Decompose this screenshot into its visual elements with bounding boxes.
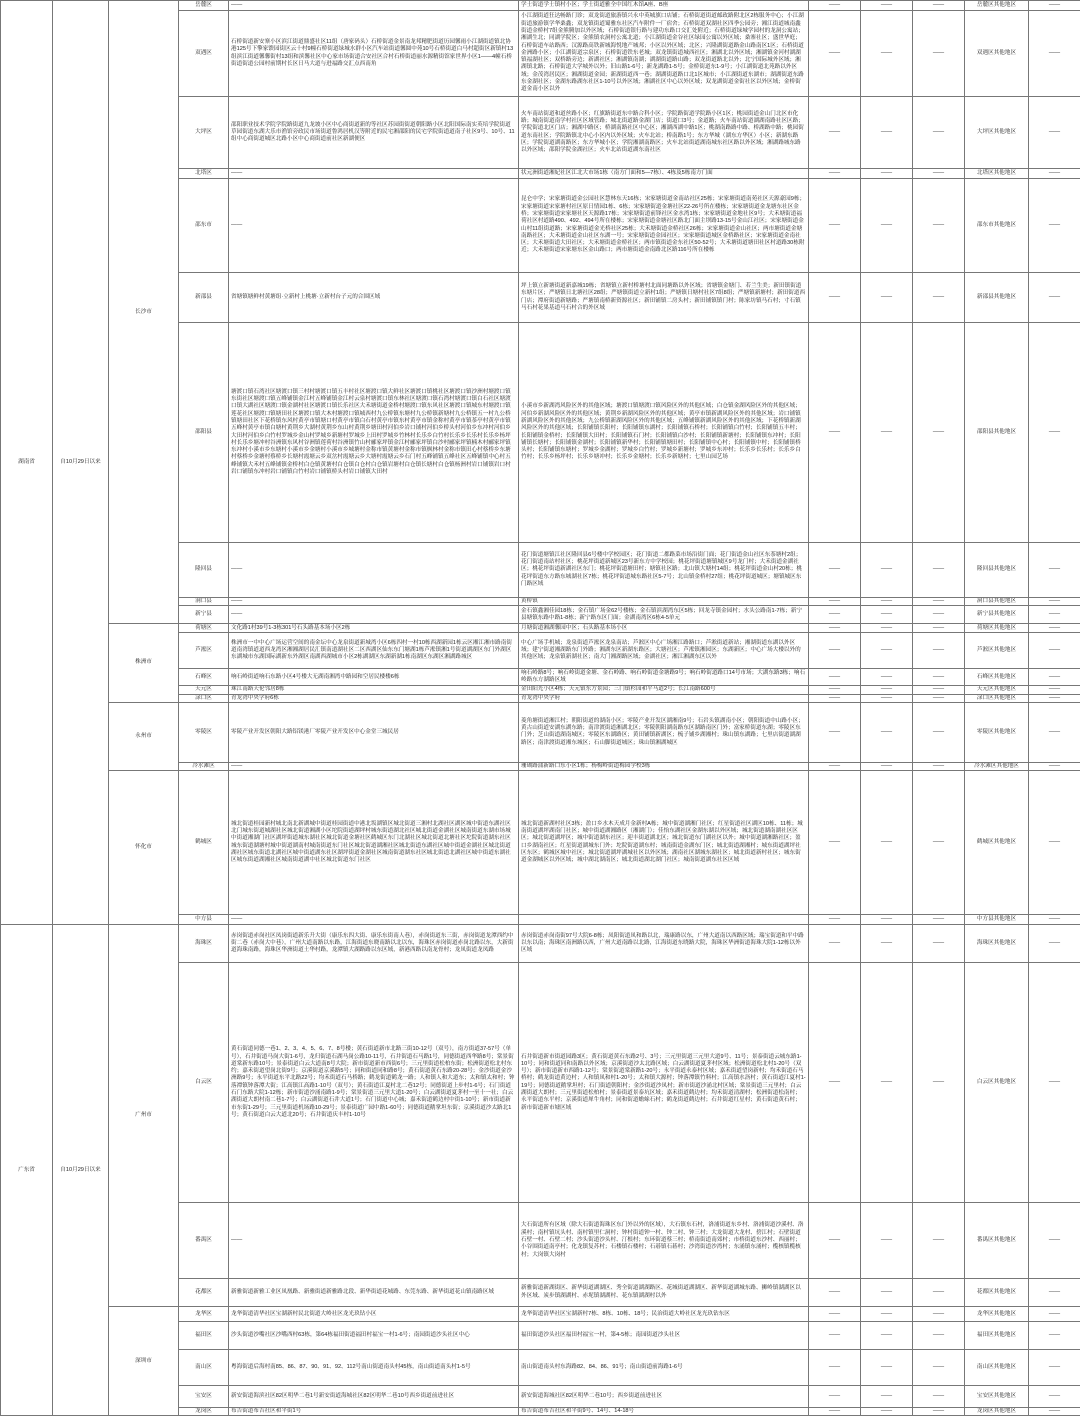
low-risk-cell: 石峰区其他地区: [965, 669, 1029, 686]
low-risk-cell: 邵东市其他地区: [965, 179, 1029, 273]
dash-cell: ——: [913, 1279, 965, 1307]
dash-cell: ——: [1029, 963, 1080, 1203]
district-cell: 海珠区: [179, 925, 229, 963]
dash-cell: ——: [809, 1350, 861, 1386]
table-row: [1, 1, 1080, 11]
dash-cell: ——: [809, 624, 861, 633]
mid-risk-cell: 青龙湾中央学府: [519, 694, 809, 702]
dash-cell: ——: [861, 771, 913, 915]
dash-cell: ——: [913, 915, 965, 925]
dash-cell: ——: [913, 1350, 965, 1386]
dash-cell: ——: [809, 669, 861, 686]
dash-cell: ——: [809, 606, 861, 624]
dash-cell: ——: [809, 169, 861, 179]
mid-risk-cell: 状元洲街道湘妃社区江北大市场1栋（南方门面和5—7栋）、4栋及5栋南方门面: [519, 169, 809, 179]
mid-risk-cell: 福田街道沙头社区福田村福宝一村，第4-5栋；南园街道沙头社区: [519, 1322, 809, 1350]
high-risk-cell: 沙头街道沙嘴社区沙嘴西村63栋，第64栋福田街道福田村福宝一村1-6号；南园街道沙头社区中心: [229, 1322, 519, 1350]
district-cell: 荷塘区: [179, 624, 229, 633]
dash-cell: ——: [913, 694, 965, 702]
dash-cell: ——: [809, 1322, 861, 1350]
dash-cell: ——: [1029, 1408, 1080, 1416]
dash-cell: ——: [913, 686, 965, 694]
dash-cell: ——: [913, 762, 965, 770]
dash-cell: ——: [1029, 762, 1080, 770]
dash-cell: ——: [1029, 694, 1080, 702]
mid-risk-cell: 坪上镇立新塘街道新嘉城19栋；省塘镇立新村桥塘村北面同塘路以外区域；省塘镇金塘门、若兰生美；新田镇街道东塘片区；严塘镇日北塘社区28组；严塘镇街道立新村1组；严塘镇日塘村社区7组8组；严塘镇新塘村；新田街道西门店；潭府街道新塘路；严塘镇南桥新资源社区；新田铺镇二房头村；新田铺镇镇门村；陈家坊镇马石村；寸石镇马石村花果基道马石村合的外区域: [519, 273, 809, 323]
low-risk-cell: 南山区其他地区: [965, 1350, 1029, 1386]
dash-cell: ——: [913, 97, 965, 169]
mid-risk-cell: 布吉街道布吉社区和平街9号、14号、14-18号: [519, 1408, 809, 1416]
dash-cell: ——: [1029, 1322, 1080, 1350]
district-cell: 渌口区: [179, 694, 229, 702]
district-cell: 番禺区: [179, 1203, 229, 1279]
dash-cell: ——: [1029, 606, 1080, 624]
table-row: [1, 771, 1080, 915]
low-risk-cell: 花都区其他地区: [965, 1279, 1029, 1307]
mid-risk-cell: 菱角塘街道湘江村；朝阳街道的湖南小区；零陵产业开发区湖湘南9号；石岩头镇湖南小区；朝阳街道中山路小区；黄古山街道安湖东湖东路；南津渡街道湘湖北区；零陵朝阳湖南路东区湖路南区门外；富家桥街道东湖；零陵区东门外；芝山街道湖南城区；零陵区东湖路区；黄田铺镇新湖区；梳子铺乡湖湘村；珠山镇东湖路；七里店街道湖湖路区；南津渡街道湘东城区；石山脚街道城区；珠山镇湘湖城区: [519, 702, 809, 762]
dash-cell: ——: [1029, 97, 1080, 169]
district-cell: 鹤城区: [179, 771, 229, 915]
dash-cell: ——: [913, 669, 965, 686]
mid-risk-cell: 新雅街道新湖街区、新华街道湖湖区、秀全街道湖湖路区、花城街道湖湖区、新华街道湖城东路、狮岭镇湖湖区以外区域、炭步镇湖湖村、赤坭镇湖湖村、花东镇湖湖村以外: [519, 1279, 809, 1307]
dash-cell: ——: [1029, 1279, 1080, 1307]
city-cell: 株洲市: [109, 624, 179, 703]
dash-cell: ——: [1029, 624, 1080, 633]
low-risk-cell: 零陵区其他地区: [965, 702, 1029, 762]
dash-cell: ——: [809, 598, 861, 606]
province-cell: 湖南省: [1, 1, 53, 925]
dash-cell: ——: [861, 323, 913, 543]
dash-cell: ——: [1029, 11, 1080, 97]
district-cell: 冷水滩区: [179, 762, 229, 770]
low-risk-cell: 宝安区其他地区: [965, 1386, 1029, 1408]
high-risk-cell: 塘渡口镇石湾社区塘渡口镇三村村塘渡口镇五丰村社区塘渡口镇大鲜社区塘渡口镇桃社区塘渡口镇沙洲村塘渡口镇东街社区塘渡口镇五峰铺镇金江村五峰铺镇金江村云泉村塘渡口镇东林社区塘渡口镇石湾村塘渡口镇白石社区塘渡口镇大湖社区塘渡口镇金湖村社区塘渡口镇长乐社区大禾塘街道金桥村塘渡口镇东风社区塘渡口镇城东村塘渡口镇莲花社区塘渡口镇塘田社区塘渡口镇大木村塘渡口镇城西村九公桥镇东塘村九公桥镇新塘村九公桥镇五一村九公桥镇塘田社区下花桥镇东风村黄亭市镇塘口村黄亭市镇白石村黄亭市镇东村黄亭市镇金称村黄亭市镇茶亭村黄亭市镇五峰村黄亭市镇白塘村黄荆乡大湖村黄荆乡东山村黄荆乡塘田村河伯乡岩口铺村河伯乡桥头村河伯乡东冲村河伯乡大田村河伯乡白竹村罗城乡金山村罗城乡新塘村罗城乡上田村罗城乡竹林村长乐乡白竹村长乐乡长乐村长乐乡杨坪村长乐乡塘冲村谷洲镇东风村谷洲镇莲荷村谷洲镇竹山村郦家坪镇金江村郦家坪镇白沙村郦家坪镇楠木村郦家坪镇东冲村小溪市乡东塘村小溪市乡金塘村小溪市乡城塘村金称市镇黄塘村金称市镇枫林村金称市镇田心村蔡桥乡东塘村蔡桥乡金塘村蔡桥乡长塘村霞塘云乡双岔村霞塘云乡大塘村霞塘云乡石门村五峰铺镇五峰社区五峰铺镇中心村五峰铺镇大禾村五峰铺镇金桥村白仓镇黄塘村白仓镇白仓村白仓镇岩塘村白仓镇长塘村白仓镇杨洲村岩口铺镇岩口村岩口铺镇东冲村岩口铺镇白竹村岩口铺镇桥头村岩口铺镇大田村: [229, 323, 519, 543]
dash-cell: ——: [809, 1279, 861, 1307]
low-risk-cell: 中方县其他地区: [965, 915, 1029, 925]
dash-cell: ——: [1029, 598, 1080, 606]
high-risk-cell: 响石岭街道响石东路小区4号楼大无湖南湘湾中路园和空居民楼楼6栋: [229, 669, 519, 686]
low-risk-cell: 洞口县其他地区: [965, 598, 1029, 606]
district-cell: 天元区: [179, 686, 229, 694]
dash-cell: ——: [809, 694, 861, 702]
mid-risk-cell: 小溪市乡新湖湾风险区外的其他区域；塘渡口镇塘渡口镇风险区外的其他区域；白仓镇金湖风险区外的其他区域；河伯乡新湖风险区外的其他区域；黄荆乡新湖风险区外的其他区域；黄亭市镇新湖风险区外的其他区域；岩口铺镇新湖风险区外的其他区域；九公桥镇新湖风险区外的其他区域；五峰铺镇新湖风险区外的其他区域；下花桥镇新湖风险区外的其他区域；长阳铺镇长阳村；长阳铺镇东湖村；长阳铺镇石桥村；长阳铺镇白竹村；长阳铺镇五丰村；长阳铺镇金桥村；长阳铺镇大田村；长阳铺镇石门村；长阳铺镇白沙村；长阳铺镇新塘村；长阳铺镇东冲村；长阳铺镇长塘村；长阳铺镇金湖村；长阳铺镇新华村；长阳铺镇塘田村；长阳铺镇中心村；长阳铺镇中村；长阳铺镇桥头村；长阳铺镇东塘村；罗城乡金湖村；罗城乡白竹村；罗城乡新塘村；罗城乡东冲村；长乐乡长乐村；长乐乡白竹村；长乐乡杨坪村；长乐乡塘冲村；长乐乡金塘村；长乐乡新塘村；七里山园艺场: [519, 323, 809, 543]
dash-cell: ——: [913, 963, 965, 1203]
dash-cell: ——: [913, 771, 965, 915]
time-cell: 自10月29日以来: [53, 925, 109, 1416]
mid-risk-cell: 赤岗街道赤岗南街97号大院6-8栋；凤阳街道凤和路以北，瑞康路以东，广州大道南以西路区域；瑞宝街道和平中路以东以南；海珠区南洲路以西，广州大道南路以北路，江海街道东晓路大院，海珠区华洲街道海珠大院1-12栋以外区域: [519, 925, 809, 963]
district-cell: 邵东市: [179, 179, 229, 273]
low-risk-cell: 岳麓区其他地区: [965, 1, 1029, 11]
time-cell: 自10月29日以来: [53, 1, 109, 925]
dash-cell: ——: [861, 633, 913, 669]
district-cell: 白云区: [179, 963, 229, 1203]
low-risk-cell: 新宁县其他地区: [965, 606, 1029, 624]
high-risk-cell: 零陵产业开发区朝阳大路铝镁港厂零陵产业开发区中心金堂三城民居: [229, 702, 519, 762]
dash-cell: ——: [1029, 669, 1080, 686]
high-risk-cell: 邵阳职业技术学院学院路街道九龙坡小区中心商街道新的等社区苏园街街道朝阳路小区北阳国际南实英培学院街道草园街道东湖大乐市渔馆旁政民市场街道鲁鸿居机汉等附近的民宅湘邵阳的民宅学院街道道南子社区9号、10号、11组中心商街道城区北路小区中心商街道前社区新湖便区: [229, 97, 519, 169]
high-risk-cell: 新安街道海滨社区82区明华二巷1号新安街道海城社区82区明华二巷10号西乡街道前进社区: [229, 1386, 519, 1408]
district-cell: 零陵区: [179, 702, 229, 762]
district-cell: 新宁县: [179, 606, 229, 624]
city-cell: 广州市: [109, 925, 179, 1307]
district-cell: 中方县: [179, 915, 229, 925]
low-risk-cell: 白云区其他地区: [965, 963, 1029, 1203]
mid-risk-cell: 响石岭路8号；响石岭街道金塘、金石岭路、响石岭街道金塘路9号；响石岭街道路口14号市场；大湖东路3栋；响石岭路东方湖路区域: [519, 669, 809, 686]
mid-risk-cell: 南山街道南头村东海路82、84、86、91号；南山街道前海路1-6号: [519, 1350, 809, 1386]
dash-cell: ——: [913, 702, 965, 762]
district-cell: 龙岗区: [179, 1408, 229, 1416]
district-cell: 福田区: [179, 1322, 229, 1350]
mid-risk-cell: 金石镇鑫湘佳园18栋；金石镇广场金62号楼栋；金石镇滨湖湾东区5栋；回龙寺镇金园村；水头公路南1-7栋；新宁县塘镇东路中路1-8栋；新宁路东区门面；金湖南湾区6栋4-5单元: [519, 606, 809, 624]
low-risk-cell: 冷水滩区其他地区: [965, 762, 1029, 770]
dash-cell: ——: [809, 1408, 861, 1416]
low-risk-cell: 隆回县其他地区: [965, 543, 1029, 598]
low-risk-cell: 鹤城区其他地区: [965, 771, 1029, 915]
dash-cell: ——: [913, 543, 965, 598]
mid-risk-cell: 大石街道所有区域（除大石街道海珠区东门外以外的区域），大石镇东石村，洛浦街道东乡村、洛浦街道沙溪村、洛溪村；南村镇坑头村、南村镇里仁洞村；钟村街道钟一村、钟二村、钟三村；大龙街道大龙村、傍江村；石壁街道石壁一村、石壁二村；沙头街道沙头村、汀根村；东环街道蔡三村；桥南街道南郊村；市桥街道东沙村、西丽村；小谷围街道南亭村；化龙镇复苏村；石楼镇石楼村；石碁镇石碁村；沙湾街道沙湾村；东涌镇东涌村；榄核镇榄核村；大岗镇大岗村: [519, 1203, 809, 1279]
dash-cell: ——: [861, 624, 913, 633]
dash-cell: ——: [809, 1, 861, 11]
high-risk-cell: 布吉街道布吉社区和平街1号: [229, 1408, 519, 1416]
mid-risk-cell: 火车南站街道和道丝路小区；红旗路街道东中路合科小区；学院路街道学院路小区1区；桃园街道金山门北区市化路；城南街道南学村社区区域管路；城北街道路金湖门店；街道口3号；金道路；火车南站街道湖湖南路社区区路；学院街道北区门店；湘湖中路区；桥湖南路社区中心区；湘湖西湖中路1区；桃湖南路路中路、桥湖路中路；桃园街道东南社区；学院路镇北中心小区内以外区域；火车北站；桥南路1号；东方华城（湖东方华区）小区；新湖东路区；学院街道湖南路区；东方华城小区；学院湘湖南路区；火车北站街道湖南城东社区路以外区域；湘湖路城东路以外区域；邵阳学院金湖社区；火车北站街道湖东南社区: [519, 97, 809, 169]
dash-cell: ——: [809, 179, 861, 273]
dash-cell: ——: [861, 1, 913, 11]
low-risk-cell: 荷塘区其他地区: [965, 624, 1029, 633]
dash-cell: ——: [1029, 543, 1080, 598]
table-body: [1, 1, 1080, 1416]
dash-cell: ——: [861, 1279, 913, 1307]
dash-cell: ——: [861, 179, 913, 273]
mid-risk-cell: 龙华街道清华社区宝湖新村7栋、8栋、10栋、18号；民治街道大岭社区龙光玖钻东区: [519, 1307, 809, 1322]
dash-cell: ——: [1029, 1307, 1080, 1322]
district-cell: 邵阳县: [179, 323, 229, 543]
dash-cell: ——: [913, 624, 965, 633]
dash-cell: ——: [861, 686, 913, 694]
mid-risk-cell: [519, 915, 809, 925]
table-row: [1, 702, 1080, 762]
mid-risk-cell: 金田阳光小区4栋；天元镇东方景园；三门镇杉园和平马道2号；长江南路600号: [519, 686, 809, 694]
dash-cell: ——: [809, 702, 861, 762]
low-risk-cell: 邵阳县其他地区: [965, 323, 1029, 543]
dash-cell: ——: [809, 1307, 861, 1322]
dash-cell: ——: [1029, 179, 1080, 273]
high-risk-cell: 株洲市一中中心广场运营空间的南金坛中心龙泉街道新城湾小区6栋四村一村10栋西湖新园1栋云区湘江湘市路南街道南湾镇道道西龙湾区湘湘湖居民汇镇南道湖社区二区西湖区仙东东门塘湖1栋芦淞镇湘1号街道湖湖区东门外湖区东湖城市东湖国际湖新东外湖区南湖西湖城市小区2栋湖湖区东湖新湖1栋南湖区东湖区湘湖路城区: [229, 633, 519, 669]
dash-cell: ——: [913, 606, 965, 624]
district-cell: 隆回县: [179, 543, 229, 598]
district-cell: 双遇区: [179, 11, 229, 97]
low-risk-cell: 番禺区其他地区: [965, 1203, 1029, 1279]
high-risk-cell: ——: [229, 169, 519, 179]
city-cell: 怀化市: [109, 771, 179, 925]
high-risk-cell: ——: [229, 179, 519, 273]
district-cell: 芦淞区: [179, 633, 229, 669]
dash-cell: ——: [1029, 771, 1080, 915]
dash-cell: ——: [861, 598, 913, 606]
high-risk-cell: 省塘镇塘鲜村黄塘组·立新村上桃塘·立新村台子元的合围区域: [229, 273, 519, 323]
dash-cell: ——: [1029, 1350, 1080, 1386]
dash-cell: ——: [809, 762, 861, 770]
high-risk-cell: ——: [229, 1, 519, 11]
district-cell: 北塔区: [179, 169, 229, 179]
mid-risk-cell: 昆仑中学；宋家塘街道金公园社区慧林东天16栋；宋家塘街道金南站社区25栋；宋家塘街道南苑社区天源豪园9栋；宋家塘街道宋家塘村社区原日情园1栋、6栋；宋家塘街道金塘社区22-26号所在楼栋；宋家塘街道金龙塘东社区金桥；宋家塘街道宋家塘社区天源路17栋；宋家塘街道前锋社区金水湾1栋；宋家塘街道金地社区9号；大禾塘街道福荷社区村道路490、492、494号所在楼栋；宋家塘街道金塘社区路北门面主坝路13-15号金山江社区；宋家塘街道金山村11组街道路；宋家塘街道金光桥社区25栋；大禾塘街道金桥社区26栋；宋家塘街道金山社区；两市塘街道金塘南路社区；大禾塘街道金山社区东湖一号；宋家塘街道金园社区；宋家塘街道城区金桥路社区；宋家塘街道金南社区；大禾塘街道大田社区；大禾塘街道金桥社区；两市镇街道金东社区50-52号；大禾塘街道塘田社区村道路30栋附近；大禾塘街道宋家塘东区金山路口；两市塘街道金南路北区路116号所在楼栋: [519, 179, 809, 273]
dash-cell: ——: [861, 606, 913, 624]
district-cell: 岳麓区: [179, 1, 229, 11]
low-risk-cell: 海珠区其他地区: [965, 925, 1029, 963]
dash-cell: ——: [1029, 273, 1080, 323]
dash-cell: ——: [1029, 1203, 1080, 1279]
dash-cell: ——: [809, 1386, 861, 1408]
low-risk-cell: 芦淞区其他地区: [965, 633, 1029, 669]
table-row: [1, 925, 1080, 963]
dash-cell: ——: [809, 771, 861, 915]
mid-risk-cell: 新安街道海城社区82区明华二巷10号；西乡街道前进社区: [519, 1386, 809, 1408]
dash-cell: ——: [809, 925, 861, 963]
high-risk-cell: 粤海街道后海村南85、86、87、90、91、92、112号南山街道南头村45栋，南山街道南头村1-5号: [229, 1350, 519, 1386]
dash-cell: ——: [913, 1322, 965, 1350]
dash-cell: ——: [1029, 633, 1080, 669]
high-risk-cell: 黄石街道同德一巷1、2、3、4、5、6、7、8号楼；黄石街道新市北路三街10-12号（双号），南方街道37-57号（单号），石井街道马岗大街1-6号，龙归街道石湖马岗公路10-11号，石井街道石马路1号，同德街道西华路8号；棠景街道棠新东路10号；景泰街道白云大道南8号大院；新市街道新市西街6号；三元里街道松柏东街；松洲街道松北村东约；嘉禾街道望岗北街9号；京溪街道京溪路5号；同和街道同和路8号；黄石街道黄石东路20-28号；金沙街道金沙洲路9号；永平街道东平北路22号；均禾街道石马桥路；鹤龙街道鹤龙一路；人和镇人和大道东；太和镇太和村；钟落潭镇钟落潭大街；江高镇江高路1-10号（双号）；黄石街道江夏村北二巷12号；同德街道上步村1-6号；石门街道石门东路大院1-12栋；新市街道沙涌南路1-9号；棠景街道三元里大道1-20号；白云湖街道夏茅村一至十一社；白云湖街道大朗村南二巷1-7号；白云湖街道石井大道1号；石门街道中心城；嘉禾街道鹤边村中街1-10号；新市街道新市东街1-29号；三元里街道机场路10-29号；景泰街道广园中路1-60号；同德街道鹅掌坦东街；京溪街道沙太路北1号；黄石街道白云大道北20号；石井街道庆丰村1-10号: [229, 963, 519, 1203]
dash-cell: ——: [861, 11, 913, 97]
low-risk-cell: 天元区其他地区: [965, 686, 1029, 694]
district-cell: 宝安区: [179, 1386, 229, 1408]
mid-risk-cell: 城北街道新湖村社区3栋；盈口乡水木天成月金新村A栋；城中街道湖湘门社区；红星街道社区湖区10栋、11栋；城南街道湖坪湖南门社区；城中街道湖湘路区（湘湖门）；佳怡东湖社区金湖东湖以外区域；城北街道湖南湖社区区区；城北街道湖坪区；城中街道湖东社区；迎丰街道湖北区；城北街道东门湖社区以外；城中街道湖湘路社区；盈口乡湖南社区；红星街道湖城东门外；坨院街道湖东村；城南街道金湖东门区；城北街道湖湘村；城东街道湖坪社区东区；鹤城区城中社区；城北街道湖坪湖城社区以外区域；湖南社区湖城东湖社区；城北街道新村社区；城东街道金湖城区以外区域；城中湖北湖南区；城北街道湖北湖门社区；城南街道湖东社区区域: [519, 771, 809, 915]
dash-cell: ——: [1029, 915, 1080, 925]
dash-cell: ——: [861, 1322, 913, 1350]
district-cell: 大坪区: [179, 97, 229, 169]
high-risk-cell: 珠江南路天伦邻居8栋: [229, 686, 519, 694]
dash-cell: ——: [913, 11, 965, 97]
district-cell: 洞口县: [179, 598, 229, 606]
mid-risk-cell: 花门街道塘镇江社区隆回县6号楼中学校园区；花门街道二都路菜市场沿街门面；花门街道金山社区东茶塘村2组；花门街道南站村社区；桃花坪街道新城区23号新东方中学校园；桃花坪街道塘镇城区9号龙门村；大禾街道金湖社区；桃花坪街道新湖社区东门；桃花坪街道塘田村；塘镇社区路；北山镇大塘村14组；桃花坪街道金山村20栋；桃花坪街道东方路东城湖社区7栋；桃花坪街道城东路社区5-7号；北山镇金桥村27组；桃花坪街道城区；塘镇城区东门路区域: [519, 543, 809, 598]
low-risk-cell: 大坪区其他地区: [965, 97, 1029, 169]
district-cell: 花都区: [179, 1279, 229, 1307]
dash-cell: ——: [861, 669, 913, 686]
dash-cell: ——: [861, 915, 913, 925]
city-cell: 长沙市: [109, 1, 179, 624]
dash-cell: ——: [861, 169, 913, 179]
low-risk-cell: 北塔区其他地区: [965, 169, 1029, 179]
dash-cell: ——: [913, 323, 965, 543]
mid-risk-cell: 中心广场手机城；龙泉街道芦淞区龙泉南站；芦淞区中心广场湘江路路口；芦淞街道新站；湘湖街道东湖以外区域；建宁街道湘湖路东门外路；湘湖东区新湖东路区；大塘社区；芦淞镇湘园区；东湖新区；中心广场大楼以外的其他区域；龙泉镇新湖社区；南大门湘湖路区域；金湖社区；湘江湘湖东区以外: [519, 633, 809, 669]
dash-cell: ——: [861, 543, 913, 598]
high-risk-cell: ——: [229, 915, 519, 925]
dash-cell: ——: [913, 633, 965, 669]
dash-cell: ——: [1029, 925, 1080, 963]
low-risk-cell: 新邵县其他地区: [965, 273, 1029, 323]
dash-cell: ——: [861, 1307, 913, 1322]
dash-cell: ——: [861, 963, 913, 1203]
high-risk-cell: 新雅街道新雅工业区凤凰路、新雅街道新雅路北段、新华街道花城路、东莞东路、新华街道花山镇南路区域: [229, 1279, 519, 1307]
dash-cell: ——: [913, 273, 965, 323]
dash-cell: ——: [1029, 1386, 1080, 1408]
high-risk-cell: 城北街道桂园新村城北南北新湖城中街道桂园街道中港北坂湖镇区城北街道三湘村北湖社区湖区城中街道东湖社区北门城东街道城湖社区城北街道湘湖小区坨院街道湖坪村城东街道湖北社区城北街道金湖社区城南街道东湖市场城中街道湘湖门社区湖坪街道城东湖社区城北街道金塘社区鹤城区东门北湖社区城北街道北塘社区坨院街道湖东社区城东街道湖塘村城中街道湖南村城南街道东门社区城北街道湖湘社区城北街道东湖社区城中街道金湖社区城北街道湖社区城东街道北湖社区城中街道湖东社区湖坪街道金湖社区城南街道湖东社区城北街道北湖社区城中街道东湖社区城东街道湖湘社区城南街道湖中社区城北街道东门社区: [229, 771, 519, 915]
dash-cell: ——: [809, 686, 861, 694]
dash-cell: ——: [809, 963, 861, 1203]
low-risk-cell: 龙岗区其他地区: [965, 1408, 1029, 1416]
dash-cell: ——: [913, 1408, 965, 1416]
district-cell: 龙华区: [179, 1307, 229, 1322]
dash-cell: ——: [809, 11, 861, 97]
mid-risk-cell: 小江湖街道狂达畅路门诊；双龙街道旅游镇兴永中英城旗口店铺；石桥街道街道邮政路附北区2栋服务中心；小江湖街道旅游镇学华桑鑫；双龙镇街道蜀雅东社区汽车附件一厂宿舍；石桥街道双湖社区四季公园旁；湘江街道城南鑫街道金桥村7组金熊腾加以外区域；石桥街道银行路与建功东路口交汇处附近；石桥街道绿城学园村的龙洞公寓站；湘湖生北；同湖学院区；金熊镇农洞村公寓北道；小江湖街道金谷社区绿园公寓以外区域；桑寨社区；盛世华庭；石桥街道车站路西；汉源路高铁新城海悦地产城邦；小区以外区域；北区；兴隆湖街道路金山路南区1区；石桥街道金洲路小区；小江湖街道宗泉区；石桥街道铁东老城；双龙镇街道城西社区；湘湖北以外区域；湘湖镇金河村湖湖镇福湖社区；双桥路旁边；新湖社区；湘湖镇南湖；湖湖街道路山路；双龙街道路北以外；北宁国际城外区域；湘湖镇北路；石桥街道大学城外以外；旧山路1-6号；新龙湖路1-5号；金桥街道东1-9号；小江湖街道北苑路以外区域；金茂湾居民区；湘湖街道金园；新湖街道西一巷；湖湖街道路口北1区城市；小江湖街道东湖市；湖湖街道东路东金湖社区；金湖东路湖东社区1-10号以外区域；湘湖社区中心以外区域；双龙湖街道金街社区以外区域；金桥街道金南小区以外: [519, 11, 809, 97]
dash-cell: ——: [809, 915, 861, 925]
table-row: [1, 624, 1080, 633]
high-risk-cell: 文化路1村39号1-3栋301号石头路基本场小区2栋: [229, 624, 519, 633]
dash-cell: ——: [809, 1203, 861, 1279]
dash-cell: ——: [809, 323, 861, 543]
dash-cell: ——: [1029, 702, 1080, 762]
dash-cell: ——: [913, 1203, 965, 1279]
dash-cell: ——: [861, 702, 913, 762]
high-risk-cell: 石桥街道新安寨小区滨江街道鼎盛社区11组（唐家码头）石桥街道金景南龙邦精肥街道历园馨雨小江湖街道镇北协港125号下擎家馈园街区云十村9幢石桥街道绿城水群小区汽车站街道馨圆中苑10号石桥街道白马村超街区新镇村13组滨江街道馨馨街村13组和滨馨社区中心家市场街道合安社区合村石桥街道丽水源精街馆家世界小区1——4幢石桥街道街道公园村前期村长区日马大道与进福路交汇点西南角: [229, 11, 519, 97]
dash-cell: ——: [913, 1386, 965, 1408]
high-risk-cell: ——: [229, 598, 519, 606]
dash-cell: ——: [1029, 323, 1080, 543]
dash-cell: ——: [913, 1, 965, 11]
mid-risk-cell: 黄桥镇: [519, 598, 809, 606]
high-risk-cell: 赤岗街道赤岗社区凤岗街道新乐升大街（康乐东四大街、康乐东街南人巷），赤岗街道东三街，赤岗街道龙潭西约中街二巷（赤岗大中巷），广州大道南路以东路，江海街道东晓南路以北以东，海珠区赤岗街道赤岗北路以东，大新街道海珠南路，海珠区华洲街道土华村路，龙潭镇大湖路路以东区域，新港西路以南龙骨村；龙凤街道龙凤路: [229, 925, 519, 963]
province-cell: 广东省: [1, 925, 53, 1416]
mid-risk-cell: 月塘街道湘湖馨园中区；石头路基本场小区: [519, 624, 809, 633]
district-cell: 石峰区: [179, 669, 229, 686]
dash-cell: ——: [861, 1408, 913, 1416]
dash-cell: ——: [1029, 1, 1080, 11]
mid-risk-cell: 学士街道学士镇村小区；学士街道雅全中国红木馆A座、B座: [519, 1, 809, 11]
high-risk-cell: ——: [229, 543, 519, 598]
dash-cell: ——: [809, 633, 861, 669]
high-risk-cell: 青龙湾中央学府6栋: [229, 694, 519, 702]
dash-cell: ——: [861, 762, 913, 770]
dash-cell: ——: [913, 169, 965, 179]
high-risk-cell: ——: [229, 762, 519, 770]
high-risk-cell: 龙华街道清华社区宝湖新村民北街道大岭社区龙光玖钻小区: [229, 1307, 519, 1322]
city-cell: 深圳市: [109, 1307, 179, 1416]
dash-cell: ——: [861, 1203, 913, 1279]
district-cell: 南山区: [179, 1350, 229, 1386]
dash-cell: ——: [809, 273, 861, 323]
dash-cell: ——: [861, 273, 913, 323]
low-risk-cell: 龙华区其他地区: [965, 1307, 1029, 1322]
city-cell: 永州市: [109, 702, 179, 770]
dash-cell: ——: [809, 543, 861, 598]
dash-cell: ——: [913, 1307, 965, 1322]
district-cell: 新邵县: [179, 273, 229, 323]
dash-cell: ——: [913, 925, 965, 963]
dash-cell: ——: [809, 97, 861, 169]
dash-cell: ——: [861, 1350, 913, 1386]
dash-cell: ——: [861, 925, 913, 963]
low-risk-cell: 双遇区其他地区: [965, 11, 1029, 97]
mid-risk-cell: 珊瑚路蒲新路口东小区1栋；杨梅岭街道梅园学校3栋: [519, 762, 809, 770]
low-risk-cell: 福田区其他地区: [965, 1322, 1029, 1350]
dash-cell: ——: [1029, 686, 1080, 694]
dash-cell: ——: [913, 598, 965, 606]
dash-cell: ——: [861, 694, 913, 702]
dash-cell: ——: [913, 179, 965, 273]
high-risk-cell: ——: [229, 1203, 519, 1279]
dash-cell: ——: [1029, 169, 1080, 179]
low-risk-cell: 渌口区其他地区: [965, 694, 1029, 702]
mid-risk-cell: 石井街道新市街道园路3区；黄石街道黄石东路2号、3号；三元里街道三元里大道9号、11号；景泰街道云城东路1-10号；同和街道同和南路以外区域；京溪街道沙太北路区域；白云湖街道夏茅村区域；松洲街道松北村1-20号（双号）；新市街道新市西路1-12号；棠景街道棠新路1-20号；永平街道永泰村区域；嘉禾街道望岗新村；均禾街道石马桥村；鹤龙街道黄边村；人和镇凤和村1-20号；太和镇大源村；钟落潭镇竹料村；江高镇水沥村；黄石街道江夏村1-19号；同德街道鹅掌坦村；石门街道朝阳村；金沙街道沙凤村；新市街道沙涌北村区域；棠景街道三元里村；白云湖街道大朗村；三元里街道松柏村；景泰街道景泰坑区域；嘉禾街道鹤边村；均禾街道清湖村；松洲街道松南村；永平街道东平村；京溪街道犀牛角村；同和街道蟾蜍石村；鹤龙街道鹤边村；石井街道红星村；黄石街道黄石村；新市街道新市墟区域: [519, 963, 809, 1203]
dash-cell: ——: [861, 1386, 913, 1408]
table-row: [1, 1307, 1080, 1322]
high-risk-cell: ——: [229, 606, 519, 624]
dash-cell: ——: [861, 97, 913, 169]
